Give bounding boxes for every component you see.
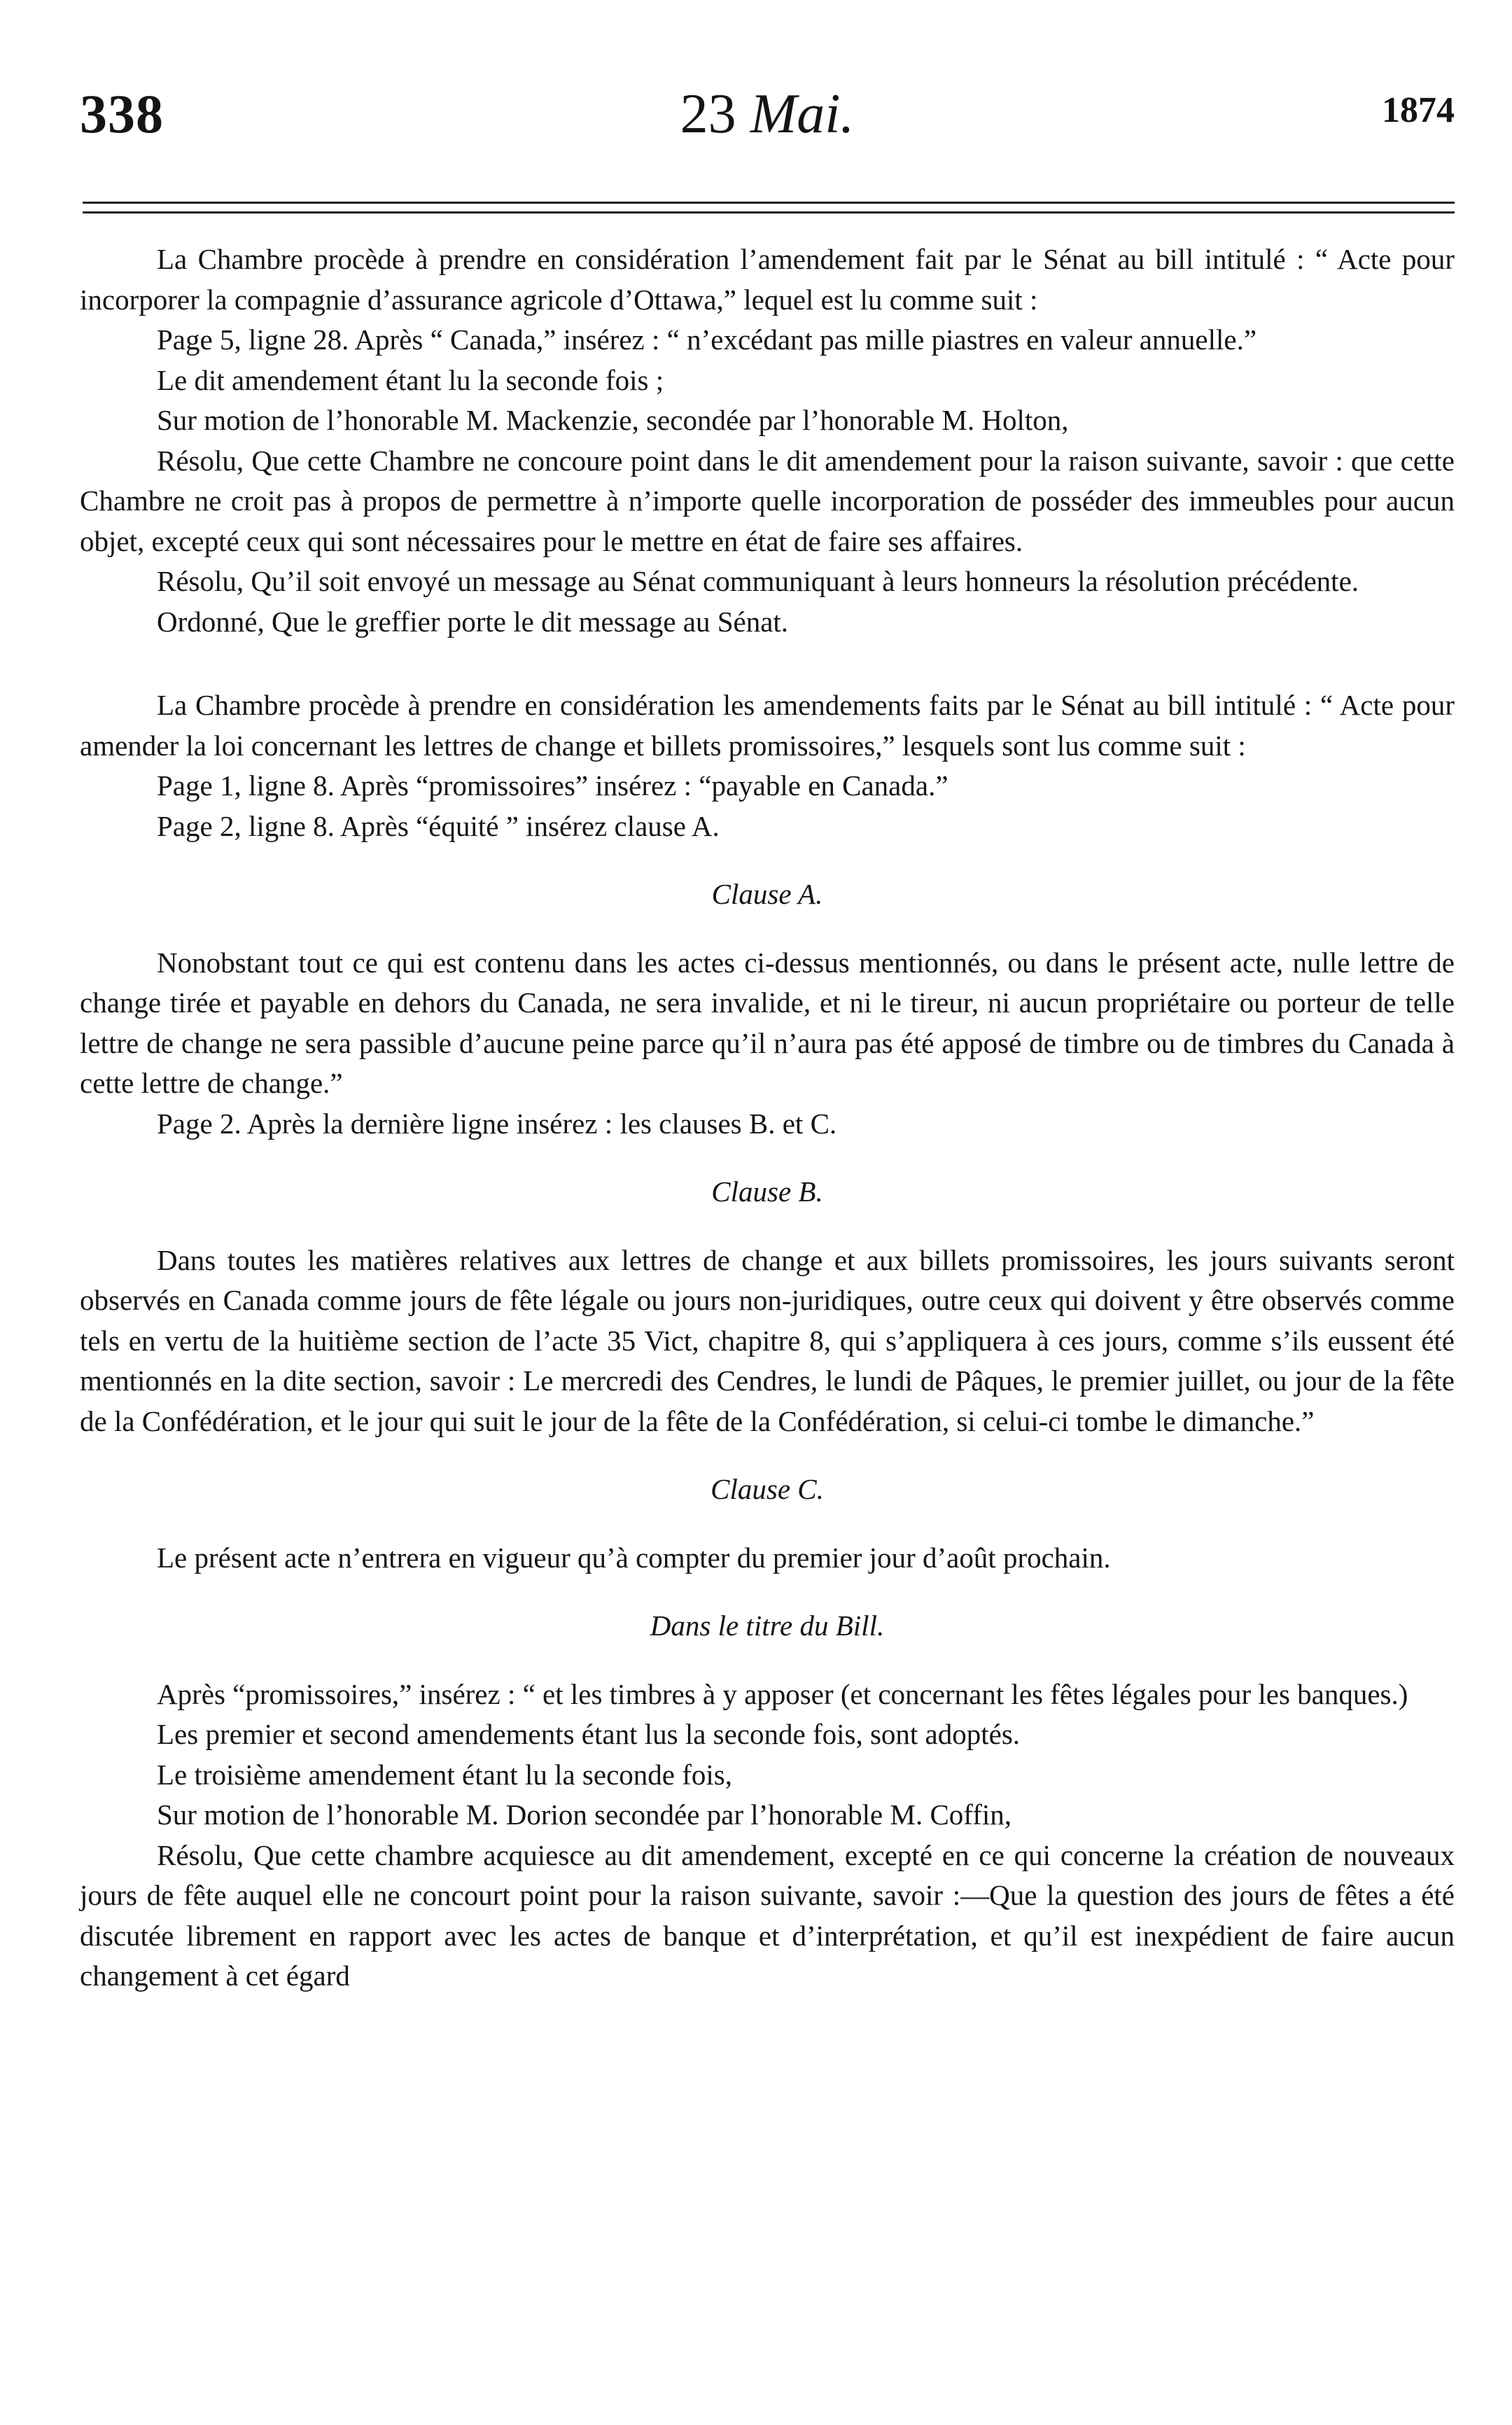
date-month: Mai. — [750, 83, 855, 145]
header-rule-bottom — [83, 211, 1455, 214]
page-year: 1874 — [1382, 90, 1455, 130]
spacer — [80, 915, 1455, 943]
paragraph-motion-mackenzie: Sur motion de l’honorable M. Mackenzie, secondée par l’honorable M. Holton, — [157, 404, 1069, 436]
paragraph-page2-last-line: Page 2. Après la dernière ligne insérez : les clauses B. et C. — [157, 1107, 837, 1140]
paragraph-clause-c: Le présent acte n’entrera en vigueur qu’à compter du premier jour d’août prochain. — [157, 1541, 1111, 1574]
heading-clause-b: Clause B. — [711, 1175, 823, 1208]
heading-clause-a: Clause A. — [711, 878, 823, 910]
page-date — [80, 83, 1455, 146]
spacer — [80, 642, 1455, 685]
paragraph-titre-amendment: Après “promissoires,” insérez : “ et les timbres à y apposer (et concernant les fêtes légales pour les banques.) — [157, 1677, 1408, 1710]
paragraph-resolution-1: Résolu, Que cette Chambre ne concoure point dans le dit amendement pour la raison suivante, savoir : que cette Chambre ne croit pas à propos de permettre à n’importe quelle incorporation de posséder des immeubles pour aucun objet, excepté ceux qui sont nécessaires pour le mettre en état de faire ses affaires. — [80, 444, 1455, 557]
paragraph-resolution-2: Résolu, Qu’il soit envoyé un message au Sénat communiquant à leurs honneurs la résolution précédente. — [157, 565, 1359, 597]
paragraph-amendment-page5: Page 5, ligne 28. Après “ Canada,” insérez : “ n’excédant pas mille piastres en valeur annuelle.” — [157, 323, 1257, 356]
header-rule-top — [83, 202, 1455, 204]
paragraph-page1-line8: Page 1, ligne 8. Après “promissoires” insérez : “payable en Canada.” — [157, 769, 948, 802]
paragraph-bill-assurance: La Chambre procède à prendre en considération l’amendement fait par le Sénat au bill intitulé : “ Acte pour incorporer la compagnie d’assurance agricole d’Ottawa,” lequel est lu comme suit : — [80, 243, 1455, 316]
spacer — [80, 1647, 1455, 1675]
spacer — [80, 1578, 1455, 1606]
spacer — [80, 846, 1455, 874]
paragraph-order-clerk: Ordonné, Que le greffier porte le dit message au Sénat. — [157, 605, 789, 638]
paragraph-clause-a: Nonobstant tout ce qui est contenu dans les actes ci-dessus mentionnés, ou dans le présent acte, nulle lettre de change tirée et payable en dehors du Canada, ne sera invalide, et ni le tireur, ni aucun propriétaire ou porteur de telle lettre de change ne sera passible d’aucune peine parce qu’il n’aura pas été apposé de timbre ou de timbres du Canada à cette lettre de change.” — [80, 946, 1455, 1099]
page-number: 338 — [80, 83, 164, 144]
paragraph-resolution-final: Résolu, Que cette chambre acquiesce au dit amendement, excepté en ce qui concerne la création de nouveaux jours de fête auquel elle ne concourt point pour la raison suivante, savoir :—Que la question des jours de fêtes a été discutée librement en rapport avec les actes de banque et d’interprétation, et qu’il est inexpédient de faire aucun changement à cet égard — [80, 1838, 1455, 1992]
spacer — [80, 1441, 1455, 1469]
running-head — [80, 83, 1455, 160]
paragraph-amendments-adopted: Les premier et second amendements étant lus la seconde fois, sont adoptés. — [157, 1718, 1021, 1750]
heading-titre-bill: Dans le titre du Bill. — [650, 1609, 885, 1642]
heading-clause-c: Clause C. — [710, 1473, 824, 1505]
paragraph-motion-dorion: Sur motion de l’honorable M. Dorion secondée par l’honorable M. Coffin, — [157, 1798, 1012, 1831]
paragraph-bill-lettres-change: La Chambre procède à prendre en considération les amendements faits par le Sénat au bill intitulé : “ Acte pour amender la loi concernant les lettres de change et billets promissoires,” lesquels sont lus comme suit : — [80, 689, 1455, 762]
spacer — [80, 1212, 1455, 1241]
body-text — [80, 239, 1455, 1997]
paragraph-third-amendment: Le troisième amendement étant lu la seconde fois, — [157, 1758, 732, 1791]
spacer — [80, 1144, 1455, 1172]
paragraph-second-reading: Le dit amendement étant lu la seconde fois ; — [157, 363, 664, 396]
paragraph-page2-line8: Page 2, ligne 8. Après “équité ” insérez clause A. — [157, 809, 720, 842]
paragraph-clause-b: Dans toutes les matières relatives aux lettres de change et aux billets promissoires, les jours suivants seront observés en Canada comme jours de fête légale ou jours non-juridiques, outre ceux qui doivent y être observés comme tels en vertu de la huitième section de l’acte 35 Vict, chapitre 8, qui s’appliquera à ces jours, comme s’ils eussent été mentionnés en la dite section, savoir : Le mercredi des Cendres, le lundi de Pâques, le premier juillet, ou jour de la fête de la Confédération, et le jour qui suit le jour de la fête de la Confédération, si celui-ci tombe le dimanche.” — [80, 1243, 1455, 1437]
spacer — [80, 1510, 1455, 1538]
date-day: 23 — [680, 83, 736, 145]
